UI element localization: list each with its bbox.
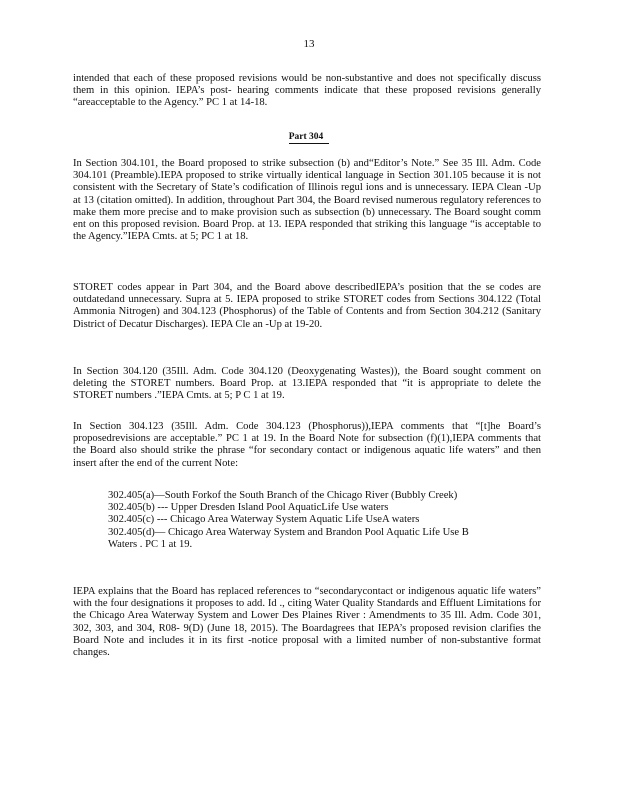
paragraph-storet-codes: STORET codes appear in Part 304, and the Board above describedIEPA’s position that the se codes are outdatedand unnecessary. Supra at 5. IEPA proposed to strike STORET codes from Sections 304.122 (Total Ammonia Nitrogen) and 304.123 (Phosphorus) of the Table of Contents and from Section 304.212 (Sanitary District of Decatur Discharges). IEPA Cle an -Up at 19-20. xyxy=(73,282,541,330)
note-line-c: 302.405(c) --- Chicago Area Waterway System Aquatic Life UseA waters xyxy=(108,514,420,526)
note-line-b: 302.405(b) --- Upper Dresden Island Pool AquaticLife Use waters xyxy=(108,502,389,514)
section-heading: Part 304 xyxy=(0,131,618,143)
paragraph-section-304-101: In Section 304.101, the Board proposed to strike subsection (b) and“Editor’s Note.” See 35 Ill. Adm. Code 304.101 (Preamble).IEPA proposed to strike virtually identical language in Section 301.105 because it is not consistent with the Secretary of State’s codification of Illinois regul ions and is unnecessary. IEPA Clean -Up at 13 (citation omitted). In addition, throughout Part 304, the Board revised numerous regulatory references to make them more precise and to make provision such as subsection (b) unnecessary. The Board sought comm ent on this proposed revision. Board Prop. at 13. IEPA responded that striking this language “is acceptable to the Agency.”IEPA Cmts. at 5; PC 1 at 18. xyxy=(73,158,541,243)
note-line-d: 302.405(d)— Chicago Area Waterway System and Brandon Pool Aquatic Life Use B Waters . PC 1 at 19. xyxy=(108,526,469,550)
paragraph-iepa-explains: IEPA explains that the Board has replaced references to “secondarycontact or indigenous aquatic life waters” with the four designations it proposes to add. Id ., citing Water Quality Standards and Effluent Limitations for the Chicago Area Waterway System and Lower Des Plaines River : Amendments to 35 Ill. Adm. Code 301, 302, 303, and 304, R08- 9(D) (June 18, 2015). The Boardagrees that IEPA’s proposed revision clarifies the Board Note and includes it in its first -notice proposal with a limited number of non-substantive format changes. xyxy=(73,586,541,659)
inserted-note-block xyxy=(108,490,488,551)
page-number: 13 xyxy=(303,38,315,50)
paragraph-intro: intended that each of these proposed revisions would be non-substantive and does not specifically discuss them in this opinion. IEPA’s post- hearing comments indicate that these proposed revisions generally “areacceptable to the Agency.” PC 1 at 14-18. xyxy=(73,73,541,109)
note-line-a: 302.405(a)—South Forkof the South Branch of the Chicago River (Bubbly Creek) xyxy=(108,490,458,501)
paragraph-section-304-123: In Section 304.123 (35Ill. Adm. Code 304.123 (Phosphorus)),IEPA comments that “[t]he Board’s proposedrevisions are acceptable.” PC 1 at 19. In the Board Note for subsection (f)(1),IEPA comments that the Board also should strike the phrase “for secondary contact or indigenous aquatic life waters” and then insert after the end of the current Note: xyxy=(73,421,541,469)
paragraph-section-304-120: In Section 304.120 (35Ill. Adm. Code 304.120 (Deoxygenating Wastes)), the Board sought comment on deleting the STORET numbers. Board Prop. at 13.IEPA responded that “it is appropriate to delete the STORET numbers .”IEPA Cmts. at 5; P C 1 at 19. xyxy=(73,366,541,402)
